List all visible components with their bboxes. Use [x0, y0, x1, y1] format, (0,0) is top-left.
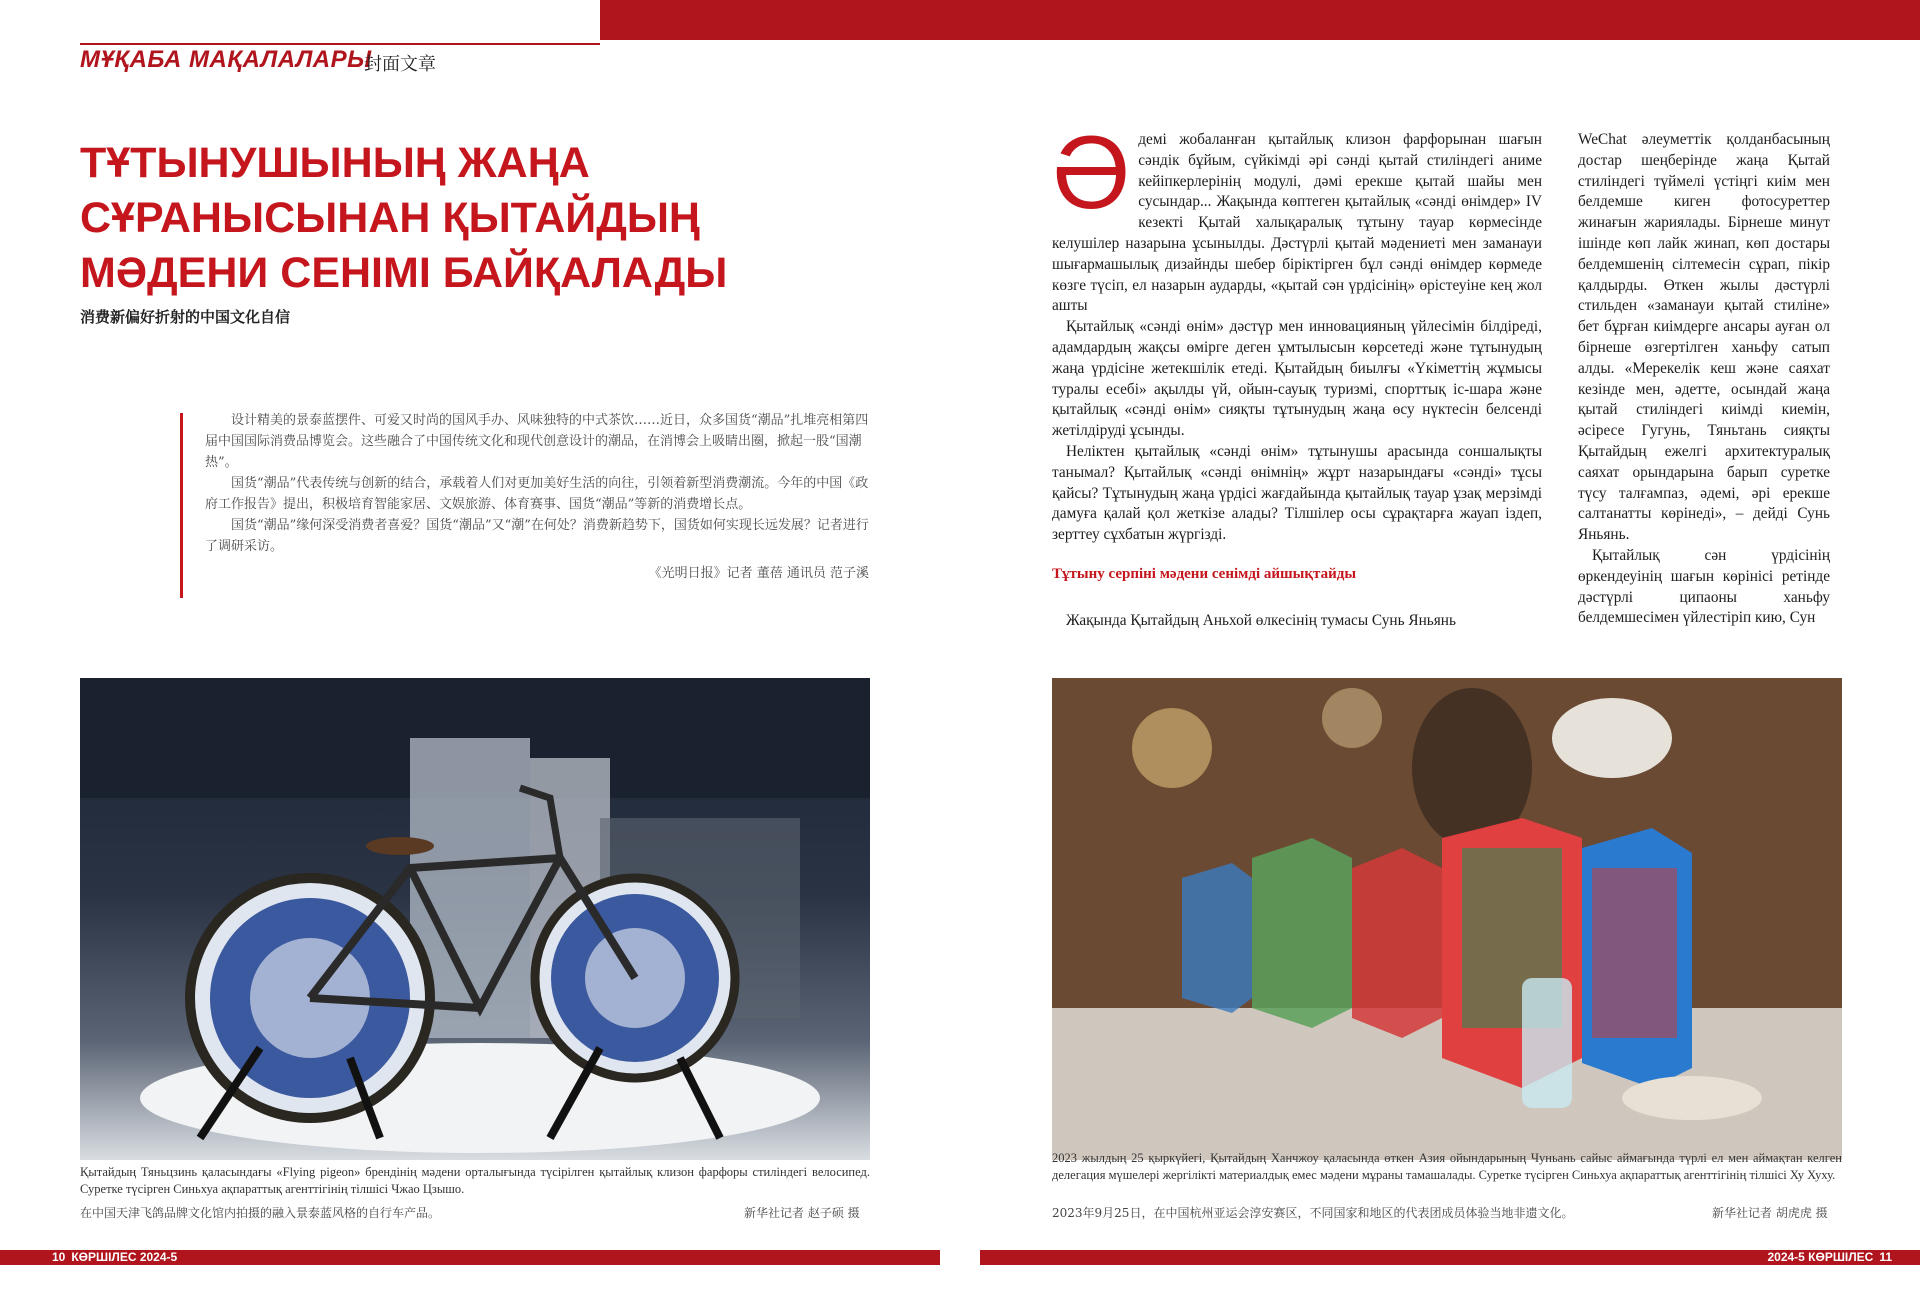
page-number-right: 11 [1879, 1250, 1892, 1264]
intro-cn [205, 410, 869, 584]
intro-paragraph: 设计精美的景泰蓝摆件、可爱又时尚的国风手办、风味独特的中式茶饮……近日，众多国货“潮品”扎堆亮相第四届中国国际消费品博览会。这些融合了中国传统文化和现代创意设计的潮品，在消博会上吸睛出圈，掀起一股“国潮热”。 [205, 413, 869, 470]
bicycle-illustration [80, 678, 870, 1160]
page-number-left: 10 [52, 1250, 66, 1264]
bicycle-photo [80, 678, 870, 1160]
photo1-caption-cn: 在中国天津飞鸽品牌文化馆内拍摄的融入景泰蓝风格的自行车产品。 [80, 1206, 441, 1220]
intro-credit: 《光明日报》记者 董蓓 通讯员 范子溪 [648, 566, 869, 581]
section-title-kz: МҰҚАБА МАҚАЛАЛАРЫ [80, 46, 372, 73]
article-subtitle-cn: 消费新偏好折射的中国文化自信 [80, 308, 291, 326]
photo2-caption-cn: 2023年9月25日，在中国杭州亚运会淳安赛区，不同国家和地区的代表团成员体验当地非遗文化。 [1052, 1206, 1574, 1220]
top-bar-right [600, 0, 1920, 40]
intro-accent-bar [180, 413, 183, 598]
lanterns-photo [1052, 678, 1842, 1160]
lantern-illustration [1052, 678, 1842, 1160]
top-bar-left [0, 0, 600, 40]
drop-cap: Ә [1052, 115, 1131, 231]
article-column-2 [1578, 130, 1830, 629]
footer-right-text: 2024-5 КӨРШІЛЕС [1767, 1250, 1874, 1264]
body-paragraph: Неліктен қытайлық «сәнді өнім» тұтынушы арасында соншалықты танымал? Қытайлық «сәнді өнімнің» жұрт назарындағы «сәнді» тұсы қайсы? Тұтынудың жаңа үрдісі жағдайында қытайлық тауар ұзақ мерзімді дамуға қалай қол жеткізе алады? Тілшілер осы сұрақтарға жауап іздеп, зерттеу сұхбатын жүргізді. [1052, 442, 1542, 544]
intro-paragraph: 国货“潮品”缘何深受消费者喜爱？国货“潮品”又“潮”在何处？消费新趋势下，国货如何实现长远发展？记者进行了调研采访。 [205, 518, 869, 554]
footer-left-text: КӨРШІЛЕС 2024-5 [71, 1250, 178, 1264]
article-headline [80, 136, 780, 301]
article-column-1 [1052, 115, 1542, 632]
photo2-credit: 新华社记者 胡虎虎 摄 [1712, 1206, 1828, 1220]
body-paragraph [1052, 115, 1542, 317]
footer-gutter [940, 1250, 980, 1265]
headline-line: СҰРАНЫСЫНАН ҚЫТАЙДЫҢ [80, 194, 700, 242]
body-paragraph: Жақында Қытайдың Аньхой өлкесінің тумасы Сунь Яньянь [1066, 611, 1456, 629]
headline-line: МӘДЕНИ СЕНІМІ БАЙҚАЛАДЫ [80, 249, 728, 297]
body-paragraph: WeChat әлеуметтік қолданбасының достар шеңберінде жаңа Қытай стиліндегі түймелі үстіңгі киім мен белдемше киген фотосуреттер жинағын жариялады. Бірнеше минут ішінде көп лайк жинап, көп достары белдемшенің сілтемесін сұрап, пікір қалдырды. Өткен жылы дәстүрлі стильден «заманауи қытай стиліне» бет бұрған киімдерге ансары ауған ол бірнеше өзгертілген ханьфу сатып алды. «Мерекелік кеш және саяхат кезінде мен, әдетте, осындай жаңа қытай стиліндегі киімді киемін, әсіресе Гугунь, Тяньтань сияқты Қытайдың ежелгі архитектуралық саяхат орындарына барып суретке түсу талғампаз, әдемі, әрі ерекше салтанатты көрінеді», – дейді Сунь Яньянь. [1578, 131, 1830, 544]
subsection-heading: Тұтыну серпіні мәдени сенімді айшықтайды [1052, 565, 1357, 582]
headline-line: ТҰТЫНУШЫНЫҢ ЖАҢА [80, 139, 590, 187]
intro-paragraph: 国货“潮品”代表传统与创新的结合，承载着人们对更加美好生活的向往，引领着新型消费潮流。今年的中国《政府工作报告》提出，积极培育智能家居、文娱旅游、体育赛事、国货“潮品”等新的消费增长点。 [205, 476, 869, 512]
photo1-caption-kz: Қытайдың Тяньцзинь қаласындағы «Flying pigeon» брендінің мәдени орталығында түсірілген қытайлық клизон фарфоры стиліндегі велосипед. Суретке түсірген Синьхуа ақпараттық агенттігінің тілшісі Чжао Цзышо. [80, 1165, 870, 1196]
body-paragraph: Қытайлық сән үрдісінің өркендеуінің шағын көрінісі ретінде дәстүрлі ципаоны ханьфу белдемшесімен үйлестіріп кию, Сун [1578, 546, 1830, 627]
section-rule [80, 43, 600, 45]
body-paragraph: Қытайлық «сәнді өнім» дәстүр мен инновацияның үйлесімін білдіреді, адамдардың жақсы өмірге деген ұмтылысын көрсетеді және тұтынудың жаңа үрдісіне жетекшілік етеді. Қытайдың биылғы «Үкіметтің жұмысы туралы есебі» ақылды үй, ойын-сауық туризмі, спорттық іс-шара және қытайлық «сәнді өнім» сияқты тұтынудың жаңа өсу нүктесін белсенді жетілдіруді ұсынды. [1052, 318, 1542, 440]
section-title-cn: 封面文章 [364, 54, 436, 75]
footer-left [52, 1250, 177, 1265]
photo2-caption-kz: 2023 жылдың 25 қыркүйегі, Қытайдың Ханчжоу қаласында өткен Азия ойындарының Чуньань сайыс аймағында түрлі ел мен аймақтан келген делегация мүшелері жергілікті материалдық емес мәдени мұраны тамашалады. Суретке түсірген Синьхуа ақпараттық агенттігінің тілшісі Ху Хуху. [1052, 1151, 1842, 1182]
photo1-credit: 新华社记者 赵子硕 摄 [744, 1206, 860, 1220]
body-text: демі жобаланған қытайлық клизон фарфорынан шағын сәндік бұйым, сүйкімді әрі сәнді қытай стиліндегі аниме кейіпкерлерінің модулі, дәмі ерекше қытай шайы мен сусындар... Жақында көптеген қытайлық «сәнді өнімдер» IV кезекті Қытай халықаралық тұтыну тауар көрмесінде келушілер назарына ұсынылды. Дәстүрлі қытай мәдениеті мен заманауи шығармашылық дизайнды шебер біріктірген бұл сәнді өнімдер көрмеде көзге түсіп, ел назарын аударды, «қытай сән үрдісінің» өрістеуіне кең жол ашты [1052, 131, 1542, 315]
footer-right [1767, 1250, 1892, 1265]
